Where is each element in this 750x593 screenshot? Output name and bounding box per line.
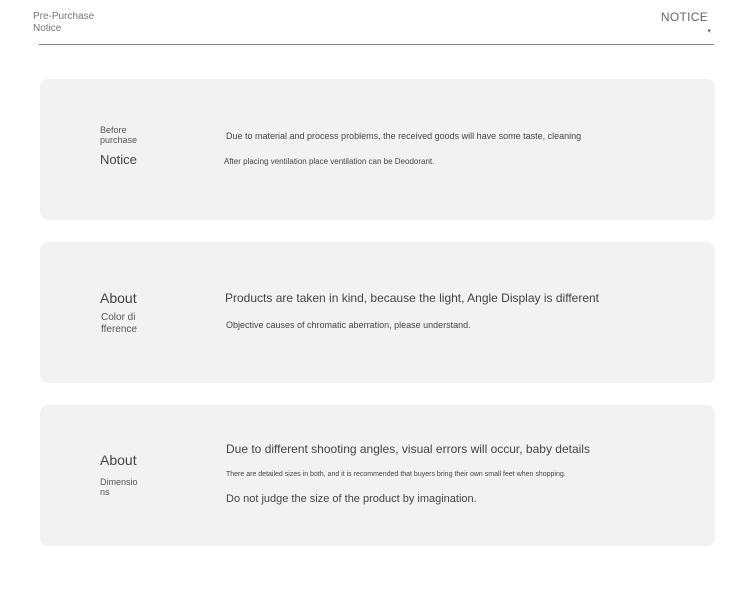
card-text-line: There are detailed sizes in both, and it is recommended that buyers bring their own small feet when shopping. [226, 471, 566, 478]
pre-purchase-label: Pre-Purchase Notice [33, 11, 95, 34]
card-label-big: About [100, 452, 137, 468]
card-text-line: Do not judge the size of the product by imagination. [226, 493, 477, 505]
triangle-down-icon: ▾ [707, 28, 711, 35]
card-about-color-difference [40, 242, 715, 383]
card-label-small: Before purchase [100, 125, 138, 145]
header-divider [39, 44, 714, 45]
notice-header [0, 0, 750, 46]
card-text-line: Objective causes of chromatic aberration, please understand. [226, 320, 471, 330]
card-text-line: After placing ventilation place ventilation can be Deodorant. [224, 157, 435, 166]
card-label-big: Notice [100, 152, 137, 167]
card-text-line: Products are taken in kind, because the light, Angle Display is different [225, 291, 599, 305]
card-about-dimensions [40, 405, 715, 546]
card-label-small: Dimensio ns [100, 477, 138, 497]
card-label-big: About [100, 290, 137, 306]
card-label-small: Color di fference [101, 312, 137, 335]
card-text-line: Due to different shooting angles, visual errors will occur, baby details [226, 442, 590, 456]
card-text-line: Due to material and process problems, the received goods will have some taste, cleaning [226, 131, 582, 141]
notice-title: NOTICE [660, 10, 708, 24]
card-before-purchase-notice [40, 79, 715, 220]
